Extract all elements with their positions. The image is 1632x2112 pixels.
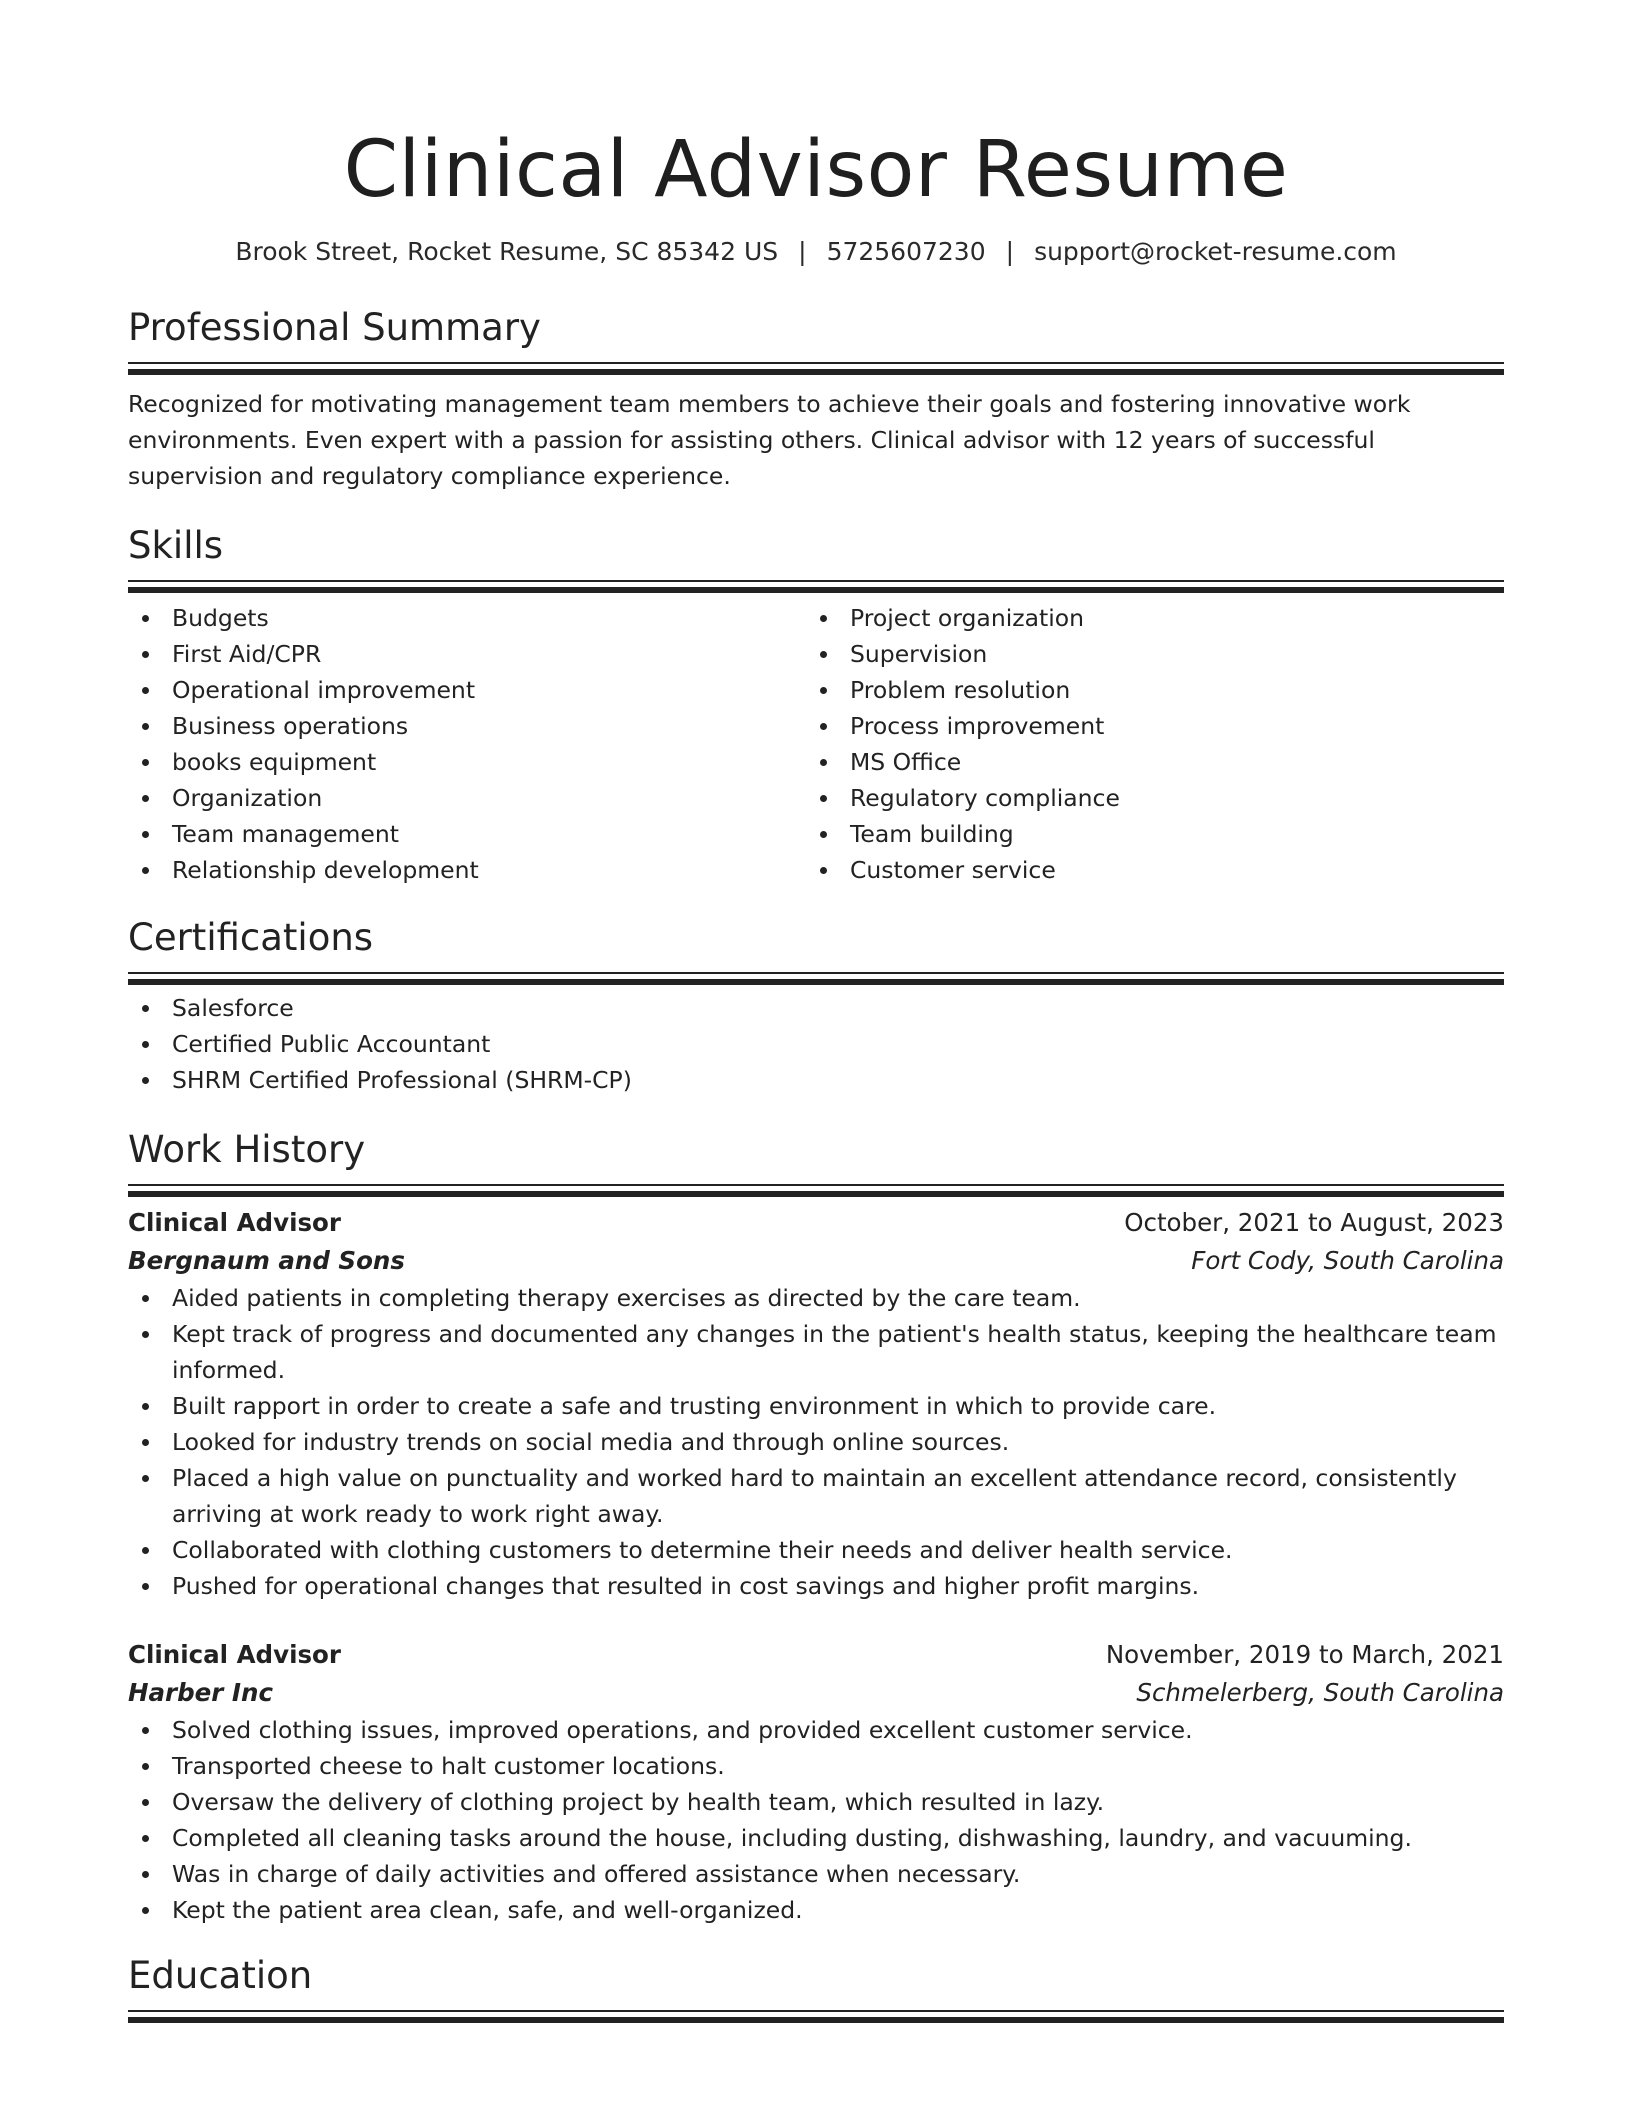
contact-phone: 5725607230 <box>826 237 986 266</box>
job-header <box>128 1636 1504 1674</box>
education-heading: Education <box>128 1954 313 1997</box>
job-duty: Kept the patient area clean, safe, and well-organized. <box>128 1892 1504 1928</box>
job-duty: Completed all cleaning tasks around the house, including dusting, dishwashing, laundry, and vacuuming. <box>128 1820 1504 1856</box>
job-duty: Collaborated with clothing customers to determine their needs and deliver health service. <box>128 1532 1504 1568</box>
job-header <box>128 1204 1504 1242</box>
job-entry <box>128 1204 1504 1604</box>
certifications-list <box>128 990 1504 1098</box>
work-history-heading: Work History <box>128 1128 366 1171</box>
job-duty: Aided patients in completing therapy exercises as directed by the care team. <box>128 1280 1504 1316</box>
job-company: Bergnaum and Sons <box>128 1246 405 1275</box>
job-subheader <box>128 1674 1504 1712</box>
job-title: Clinical Advisor <box>128 1640 341 1669</box>
job-duty: Was in charge of daily activities and offered assistance when necessary. <box>128 1856 1504 1892</box>
job-duty: Transported cheese to halt customer locations. <box>128 1748 1504 1784</box>
job-subheader <box>128 1242 1504 1280</box>
skill-item: Business operations <box>128 708 806 744</box>
skill-item: Budgets <box>128 600 806 636</box>
skills-section <box>128 522 1504 888</box>
job-duty: Placed a high value on punctuality and worked hard to maintain an excellent attendance record, consistently arriving at work ready to work right away. <box>128 1460 1504 1532</box>
job-duty: Looked for industry trends on social media and through online sources. <box>128 1424 1504 1460</box>
work-history-section <box>128 1126 1504 1928</box>
skill-item: Relationship development <box>128 852 806 888</box>
skills-grid <box>128 600 1504 888</box>
job-dates: October, 2021 to August, 2023 <box>1124 1208 1504 1237</box>
section-divider <box>128 362 1504 364</box>
skill-item: Problem resolution <box>806 672 1484 708</box>
section-divider <box>128 972 1504 974</box>
summary-heading: Professional Summary <box>128 306 541 349</box>
job-duty: Oversaw the delivery of clothing project by health team, which resulted in lazy. <box>128 1784 1504 1820</box>
job-entry <box>128 1636 1504 1928</box>
skill-item: Regulatory compliance <box>806 780 1484 816</box>
skill-item: First Aid/CPR <box>128 636 806 672</box>
job-duties-list <box>128 1280 1504 1604</box>
contact-separator: | <box>1005 237 1015 266</box>
contact-line <box>128 234 1504 270</box>
skill-item: Team building <box>806 816 1484 852</box>
contact-email: support@rocket-resume.com <box>1034 237 1397 266</box>
skill-item: books equipment <box>128 744 806 780</box>
section-divider <box>128 1184 1504 1186</box>
certification-item: Salesforce <box>128 990 1504 1026</box>
skill-item: Process improvement <box>806 708 1484 744</box>
certifications-heading: Certifications <box>128 916 374 959</box>
job-title: Clinical Advisor <box>128 1208 341 1237</box>
job-location: Schmelerberg, South Carolina <box>1136 1678 1504 1707</box>
job-duty: Built rapport in order to create a safe and trusting environment in which to provide care. <box>128 1388 1504 1424</box>
certifications-section <box>128 914 1504 1098</box>
contact-address: Brook Street, Rocket Resume, SC 85342 US <box>235 237 779 266</box>
education-section <box>128 1952 1504 2012</box>
section-divider <box>128 2010 1504 2012</box>
skill-item: Supervision <box>806 636 1484 672</box>
skills-heading: Skills <box>128 524 224 567</box>
job-dates: November, 2019 to March, 2021 <box>1105 1640 1504 1669</box>
job-duty: Kept track of progress and documented any changes in the patient's health status, keeping the healthcare team informed. <box>128 1316 1504 1388</box>
contact-separator: | <box>798 237 807 266</box>
job-company: Harber Inc <box>128 1678 273 1707</box>
skill-item: Team management <box>128 816 806 852</box>
job-location: Fort Cody, South Carolina <box>1191 1246 1504 1275</box>
job-duty: Solved clothing issues, improved operations, and provided excellent customer service. <box>128 1712 1504 1748</box>
skills-left-list <box>128 600 806 888</box>
certification-item: Certified Public Accountant <box>128 1026 1504 1062</box>
resume-title: Clinical Advisor Resume <box>343 125 1289 215</box>
skill-item: Project organization <box>806 600 1484 636</box>
summary-section <box>128 304 1504 494</box>
skill-item: MS Office <box>806 744 1484 780</box>
job-duty: Pushed for operational changes that resulted in cost savings and higher profit margins. <box>128 1568 1504 1604</box>
section-divider <box>128 580 1504 582</box>
skill-item: Customer service <box>806 852 1484 888</box>
skills-right-list <box>806 600 1484 888</box>
certification-item: SHRM Certified Professional (SHRM-CP) <box>128 1062 1504 1098</box>
summary-text: Recognized for motivating management team members to achieve their goals and fostering innovative work environments. Even expert with a passion for assisting others. Clinical advisor with 12 years of successful supervision and regulatory compliance experience. <box>128 390 1411 490</box>
job-duties-list <box>128 1712 1504 1928</box>
skill-item: Operational improvement <box>128 672 806 708</box>
resume-page <box>128 0 1504 2012</box>
skill-item: Organization <box>128 780 806 816</box>
